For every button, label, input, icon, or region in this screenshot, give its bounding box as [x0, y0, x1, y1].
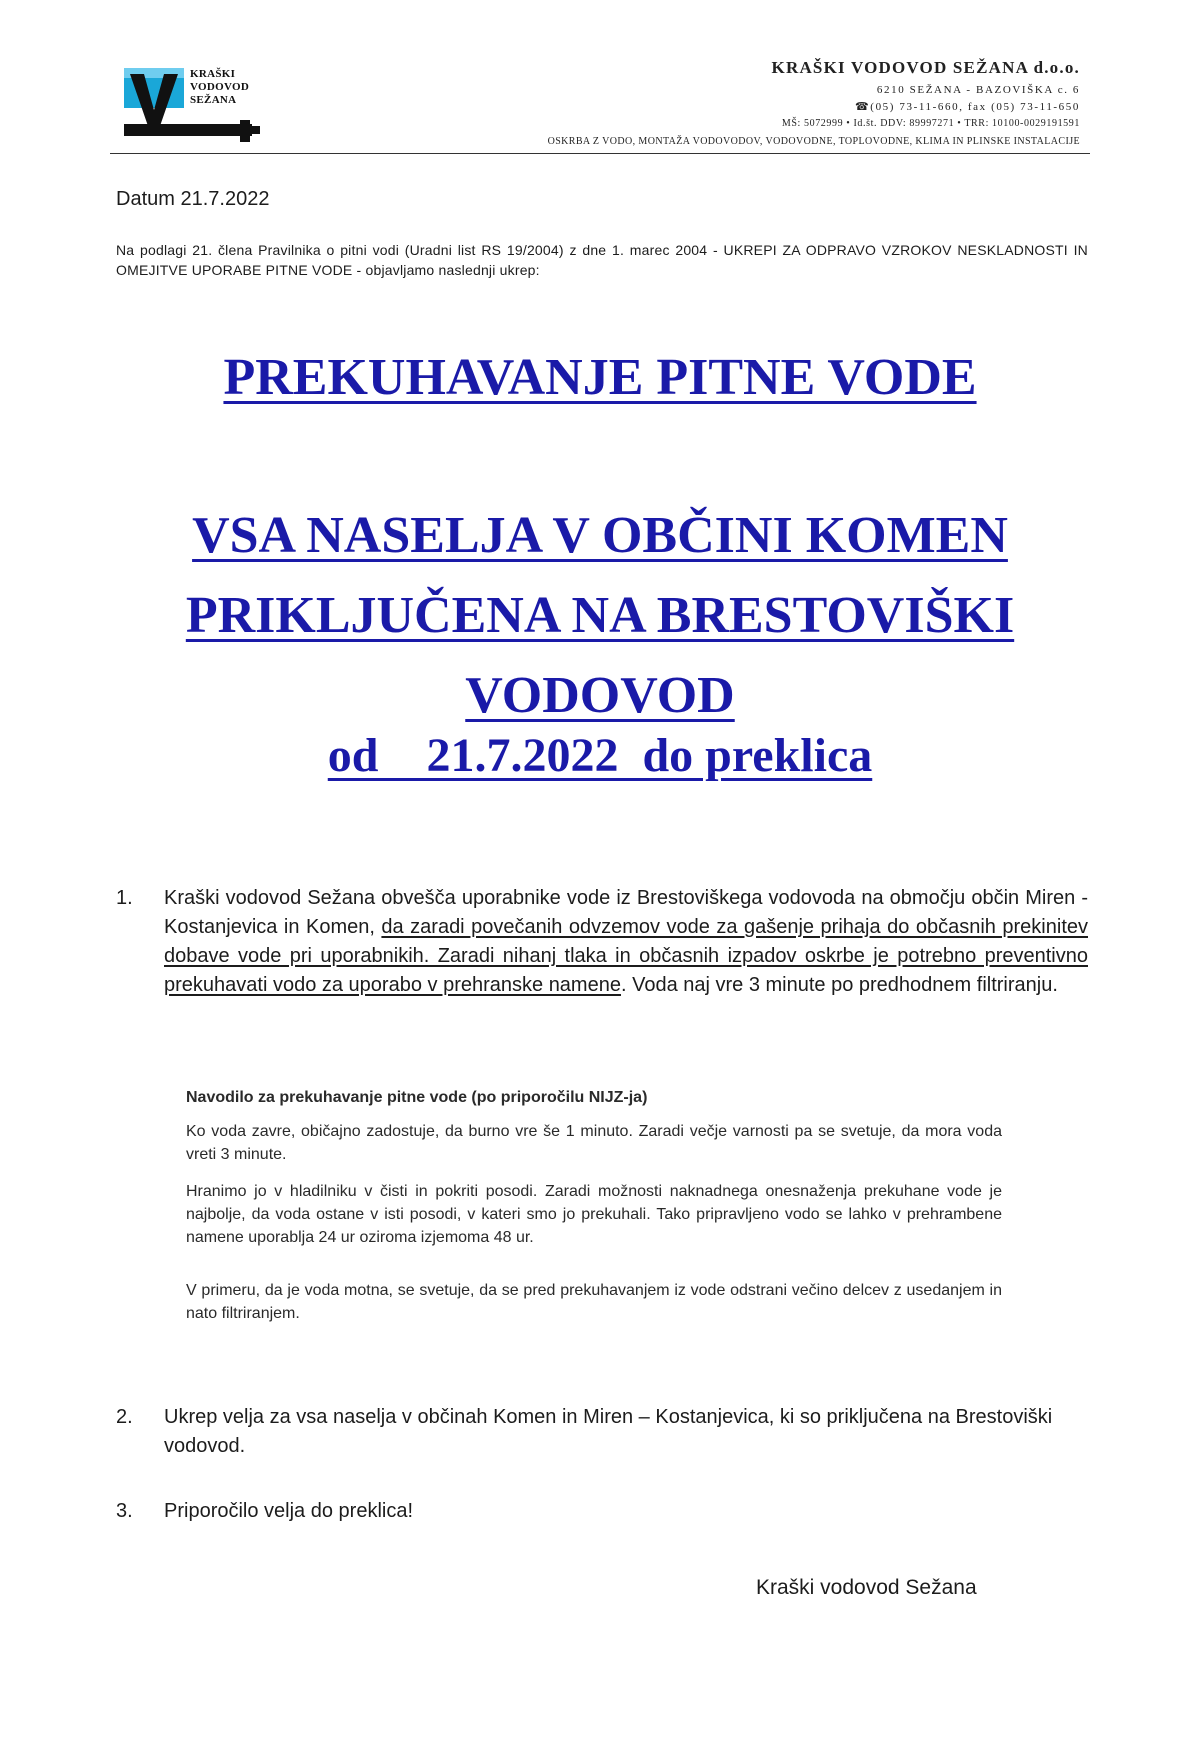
list-item-number: 3.: [116, 1500, 133, 1522]
list-item-text: Ukrep velja za vsa naselja v občinah Komen in Miren – Kostanjevica, ki so priključena na Brestoviški vodovod.: [164, 1406, 1053, 1457]
notice-period: od 21.7.2022 do preklica: [327, 729, 873, 782]
legal-intro: Na podlagi 21. člena Pravilnika o pitni vodi (Uradni list RS 19/2004) z dne 1. marec 2004 - UKREPI ZA ODPRAVO VZROKOV NESKLADNOSTI IN OMEJITVE UPORABE PITNE VODE - objavljamo naslednji ukrep:: [116, 242, 1088, 278]
item-text-plain: Kraški vodovod Sežana obvešča uporabnike vode iz Brestoviškega vodovoda na območju občin Miren - Kostanjevica in Komen,: [164, 887, 1088, 938]
logo-text-line: VODOVOD: [190, 81, 250, 93]
document-date: Datum 21.7.2022: [116, 188, 270, 210]
company-ids: MŠ: 5072999 • Id.št. DDV: 89997271 • TRR: 10100-0029191591: [781, 118, 1080, 129]
instructions-paragraph: V primeru, da je voda motna, se svetuje, da se pred prekuhavanjem iz vode odstrani večino delcev z usedanjem in nato filtriranjem.: [186, 1282, 1002, 1322]
list-item-text: Priporočilo velja do preklica!: [164, 1500, 414, 1522]
company-logo: [124, 64, 284, 150]
company-services: OSKRBA Z VODO, MONTAŽA VODOVODOV, VODOVODNE, TOPLOVODNE, KLIMA IN PLINSKE INSTALACIJE: [547, 136, 1080, 147]
boiling-instructions: [186, 1086, 1002, 1339]
list-item-number: 1.: [116, 887, 133, 909]
list-item-text: [164, 884, 1088, 1000]
list-item-number: 2.: [116, 1406, 133, 1428]
company-phone: ☎(05) 73-11-660, fax (05) 73-11-650: [855, 101, 1080, 113]
header-divider: [110, 153, 1090, 154]
instructions-paragraph: Ko voda zavre, običajno zadostuje, da burno vre še 1 minuto. Zaradi večje varnosti pa se svetuje, da mora voda vreti 3 minute.: [186, 1123, 1002, 1163]
company-address: 6210 SEŽANA - BAZOVIŠKA c. 6: [876, 84, 1080, 96]
company-info: [560, 58, 1080, 132]
logo-text-line: KRAŠKI: [190, 68, 236, 80]
company-name: KRAŠKI VODOVOD SEŽANA d.o.o.: [771, 58, 1080, 77]
instructions-title: Navodilo za prekuhavanje pitne vode (po priporočilu NIJZ-ja): [186, 1089, 648, 1106]
item-text-underlined: da zaradi povečanih odvzemov vode za gašenje prihaja do občasnih prekinitev dobave vode pri uporabnikih. Zaradi nihanj tlaka in občasnih izpadov oskrbe je potrebno preventivno prekuhavati vodo za uporabo v prehranske namene: [164, 916, 1088, 996]
signature: Kraški vodovod Sežana: [756, 1576, 977, 1599]
logo-text-line: SEŽANA: [190, 94, 237, 106]
notice-title: PREKUHAVANJE PITNE VODE: [223, 349, 977, 406]
instructions-paragraph: Hranimo jo v hladilniku v čisti in pokriti posodi. Zaradi možnosti naknadnega onesnaženja prekuhane vode je najbolje, da voda ostane v isti posodi, v kateri smo jo prekuhali. Tako pripravljeno vodo se lahko v prehrambene namene uporablja 24 ur oziroma izjemoma 48 ur.: [186, 1183, 1002, 1246]
notice-subtitle: VSA NASELJA V OBČINI KOMEN PRIKLJUČENA NA BRESTOVIŠKI VODOVOD: [185, 507, 1015, 724]
item-text-tail: . Voda naj vre 3 minute po predhodnem filtriranju.: [620, 974, 1058, 996]
